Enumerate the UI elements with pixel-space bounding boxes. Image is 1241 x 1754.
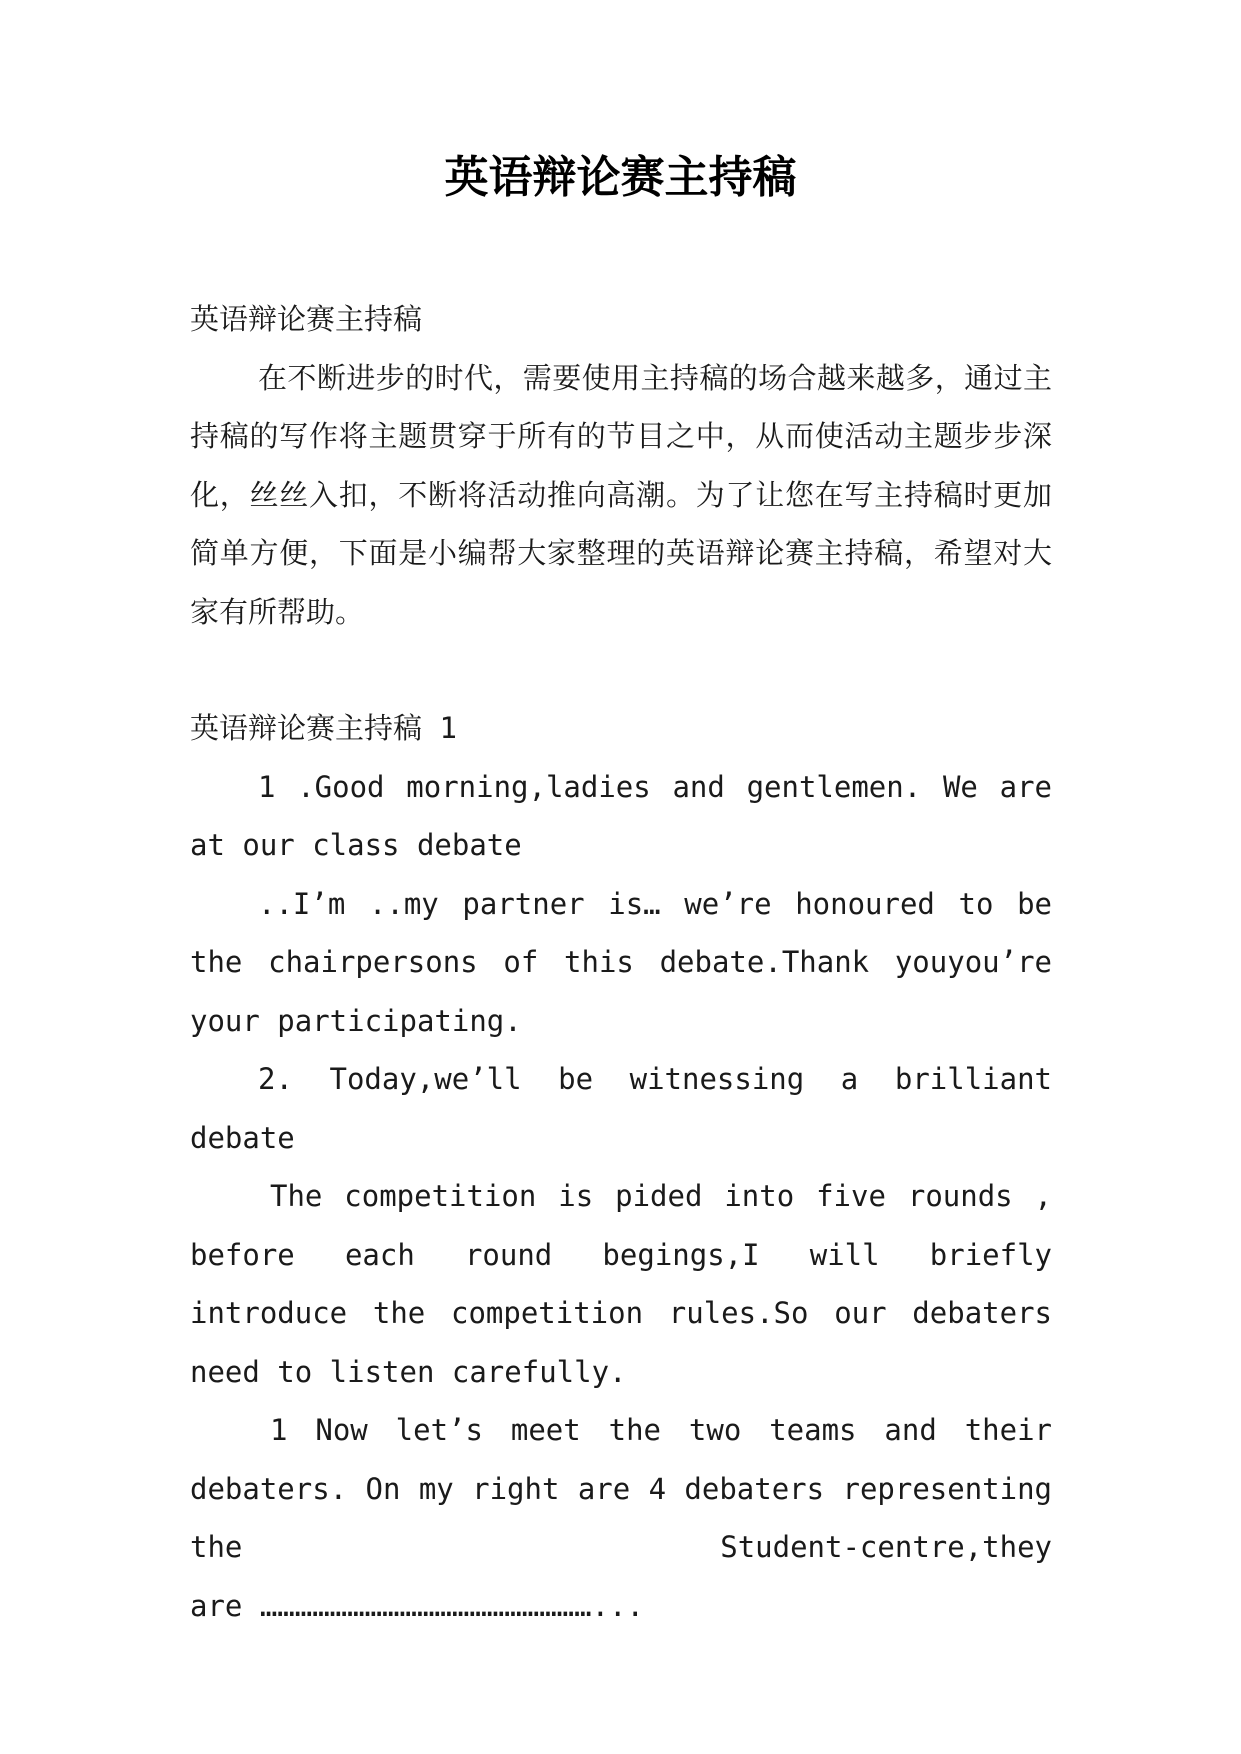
subtitle: 英语辩论赛主持稿 — [190, 302, 423, 336]
paragraph-3: 2. Today,we’ll be witnessing a brilliant debate — [190, 1062, 1052, 1155]
paragraph-1: 1 .Good morning,ladies and gentlemen. We are at our class debate — [190, 769, 1052, 862]
section-heading: 英语辩论赛主持稿 1 — [190, 711, 457, 745]
paragraph-gap — [190, 641, 1052, 699]
document-title: 英语辩论赛主持稿 — [444, 152, 797, 203]
paragraph-5: 1 Now let’s meet the two teams and their debaters. On my right are 4 debaters representing the Student-centre,they — [190, 1413, 1052, 1564]
paragraph-6: are …………………………………………………... — [190, 1588, 644, 1623]
paragraph-4: The competition is pided into five rounds , before each round begings,I will briefly introduce the competition rules.So our debaters need to listen carefully. — [190, 1179, 1052, 1389]
intro-paragraph: 在不断进步的时代，需要使用主持稿的场合越来越多，通过主持稿的写作将主题贯穿于所有的节目之中，从而使活动主题步步深化，丝丝入扣，不断将活动推向高潮。为了让您在写主持稿时更加简单方便，下面是小编帮大家整理的英语辩论赛主持稿，希望对大家有所帮助。 — [190, 360, 1052, 629]
document-body — [190, 290, 1052, 1635]
paragraph-2: ..I’m ..my partner is… we’re honoured to be the chairpersons of this debate.Thank youyou’re your participating. — [190, 886, 1052, 1038]
